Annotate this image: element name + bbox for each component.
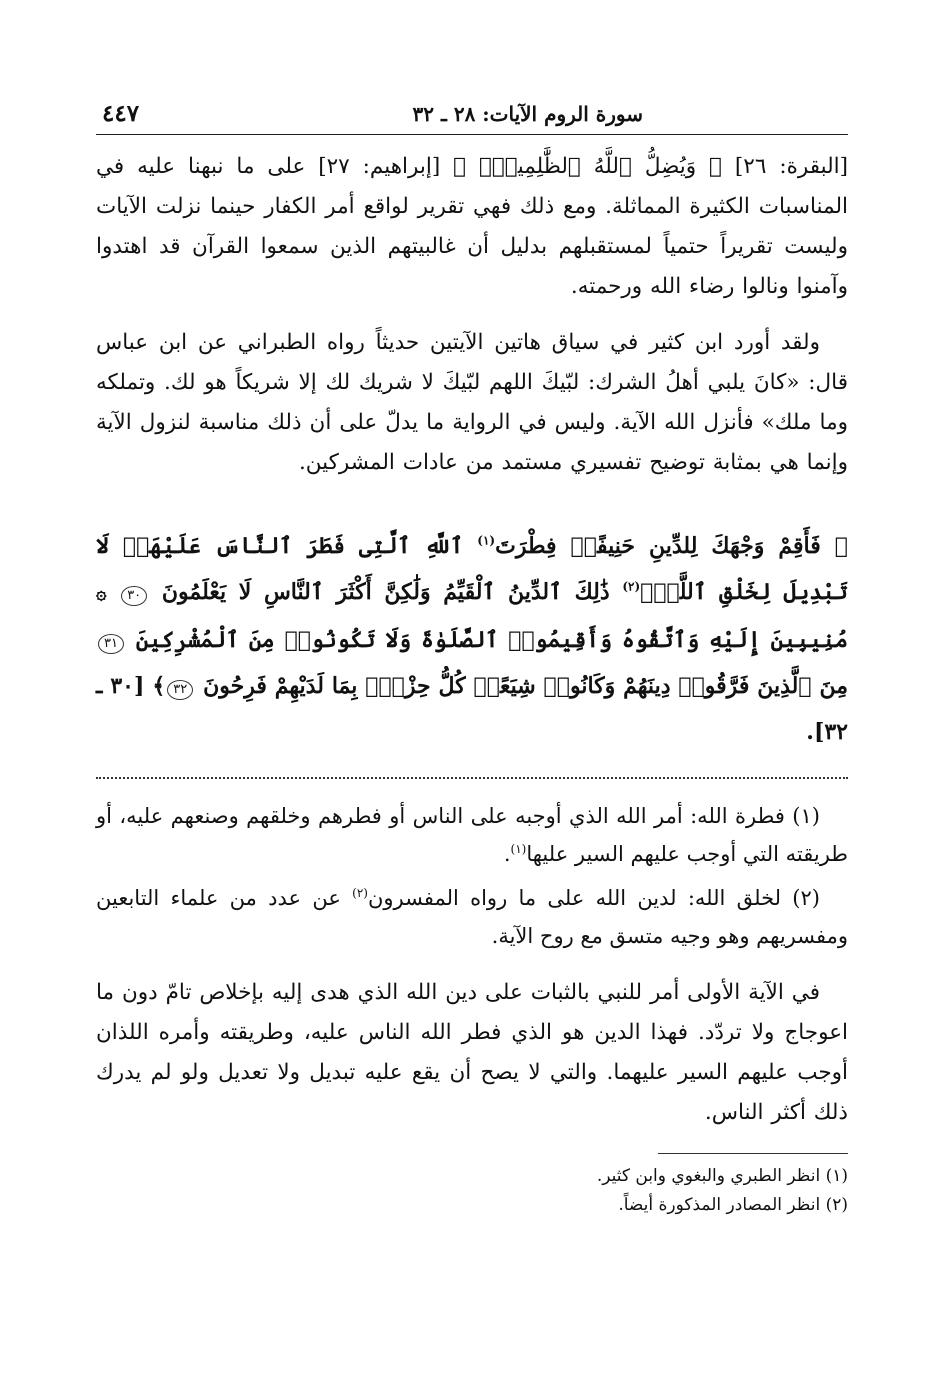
- paragraph-1: [البقرة: ٢٦] ﴿ وَيُضِلُّ ٱللَّهُ ٱلظَّٰلِمِينَۚ ﴾ [إبراهيم: ٢٧] على ما نبهنا عليه في المناسبات الكثيرة المماثلة. ومع ذلك فهي تقرير لواقع أمر الكفار حينما نزلت الآيات وليست تقريراً حتمياً لمستقبلهم بدليل أن غالبيتهم الذين سمعوا القرآن قد اهتدوا وآمنوا ونالوا رضاء الله ورحمته.: [96, 154, 848, 299]
- note-fitrah: [96, 797, 848, 873]
- verse-part-5: مِنَ ٱلَّذِينَ فَرَّقُوا۟ دِينَهُمْ وَكَانُوا۟ شِيَعًاۖ كُلُّ حِزْبٍۭ بِمَا لَدَيْهِمْ فَرِحُونَ: [203, 673, 848, 699]
- note-2-text: (٢) لخلق الله: لدين الله على ما رواه المفسرون: [367, 886, 820, 910]
- verse-reference: [٣٠ ـ ٣٢].: [96, 673, 848, 745]
- rub-el-hizb-icon: ۞: [96, 583, 107, 604]
- page-number: ٤٤٧: [102, 100, 140, 127]
- page-header: [96, 96, 848, 135]
- ayah-number-32: ٣٢: [167, 680, 193, 700]
- verse-part-3: ذَٰلِكَ ٱلدِّينُ ٱلْقَيِّمُ وَلَٰكِنَّ أَكْثَرَ ٱلنَّاسِ لَا يَعْلَمُونَ: [161, 579, 610, 605]
- footnote-rule: [658, 1153, 848, 1154]
- note-2-footnote-ref: (٢): [352, 886, 368, 900]
- note-1-text: (١) فطرة الله: أمر الله الذي أوجبه على الناس أو فطرهم وخلقهم وصنعهم عليه، أو طريقته التي أوجب عليهم السير عليها: [96, 804, 848, 866]
- note-1-footnote-ref: (١): [510, 842, 527, 856]
- paragraph-2: ولقد أورد ابن كثير في سياق هاتين الآيتين حديثاً رواه الطبراني عن ابن عباس قال: «كانَ يلبي أهلُ الشرك: لبّيكَ اللهم لبّيكَ لا شريك لك إلا شريكاً هو لك. وتملكه وما ملك» فأنزل الله الآية. وليس في الرواية ما يدلّ على أن ذلك مناسبة لنزول الآية وإنما هي بمثابة توضيح تفسيري مستمد من عادات المشركين.: [96, 330, 848, 475]
- verse-part-2: ٱللَّهِ ٱلَّتِى فَطَرَ ٱلنَّاسَ عَلَيْهَاۚ لَا تَبْدِيلَ لِخَلْقِ ٱللَّهِۚ: [96, 533, 848, 605]
- quran-verse: [96, 523, 848, 755]
- verse-part-4: مُنِيبِينَ إِلَيْهِ وَٱتَّقُوهُ وَأَقِيمُوا۟ ٱلصَّلَوٰةَ وَلَا تَكُونُوا۟ مِنَ ٱلْمُشْرِكِينَ: [135, 627, 848, 653]
- verse-close-bracket: ﴾: [152, 673, 166, 699]
- page: [96, 96, 848, 1220]
- note-khalq: [96, 879, 848, 955]
- verse-part-1: فَأَقِمْ وَجْهَكَ لِلدِّينِ حَنِيفًاۚ فِطْرَتَ: [495, 533, 821, 559]
- surah-title: سورة الروم الآيات: ٢٨ ـ ٣٢: [412, 102, 643, 126]
- note-1-end: .: [503, 842, 511, 866]
- ayah-number-31: ٣١: [98, 634, 124, 654]
- paragraph-3: في الآية الأولى أمر للنبي بالثبات على دين الله الذي هدى إليه بإخلاص تامّ دون ما اعوجاج ولا تردّد. فهذا الدين هو الذي فطر الله الناس عليه، وطريقته وأمره اللذان أوجب عليهم السير عليهما. والتي لا يصح أن يقع عليه تبديل ولا تعديل ولو لم يدرك ذلك أكثر الناس.: [96, 980, 848, 1125]
- verse-open-bracket: ﴿: [834, 533, 848, 559]
- note-2-text-cont: عن عدد من علماء التابعين ومفسريهم وهو وجيه متسق مع روح الآية.: [96, 886, 848, 948]
- dotted-separator: [96, 777, 848, 779]
- verse-marker-1: (١): [477, 533, 496, 548]
- ayah-number-30: ٣٠: [121, 586, 147, 606]
- verse-marker-2: (٢): [622, 579, 641, 594]
- footnote-2: (٢) انظر المصادر المذكورة أيضاً.: [618, 1195, 848, 1215]
- footnote-1: (١) انظر الطبري والبغوي وابن كثير.: [596, 1166, 848, 1186]
